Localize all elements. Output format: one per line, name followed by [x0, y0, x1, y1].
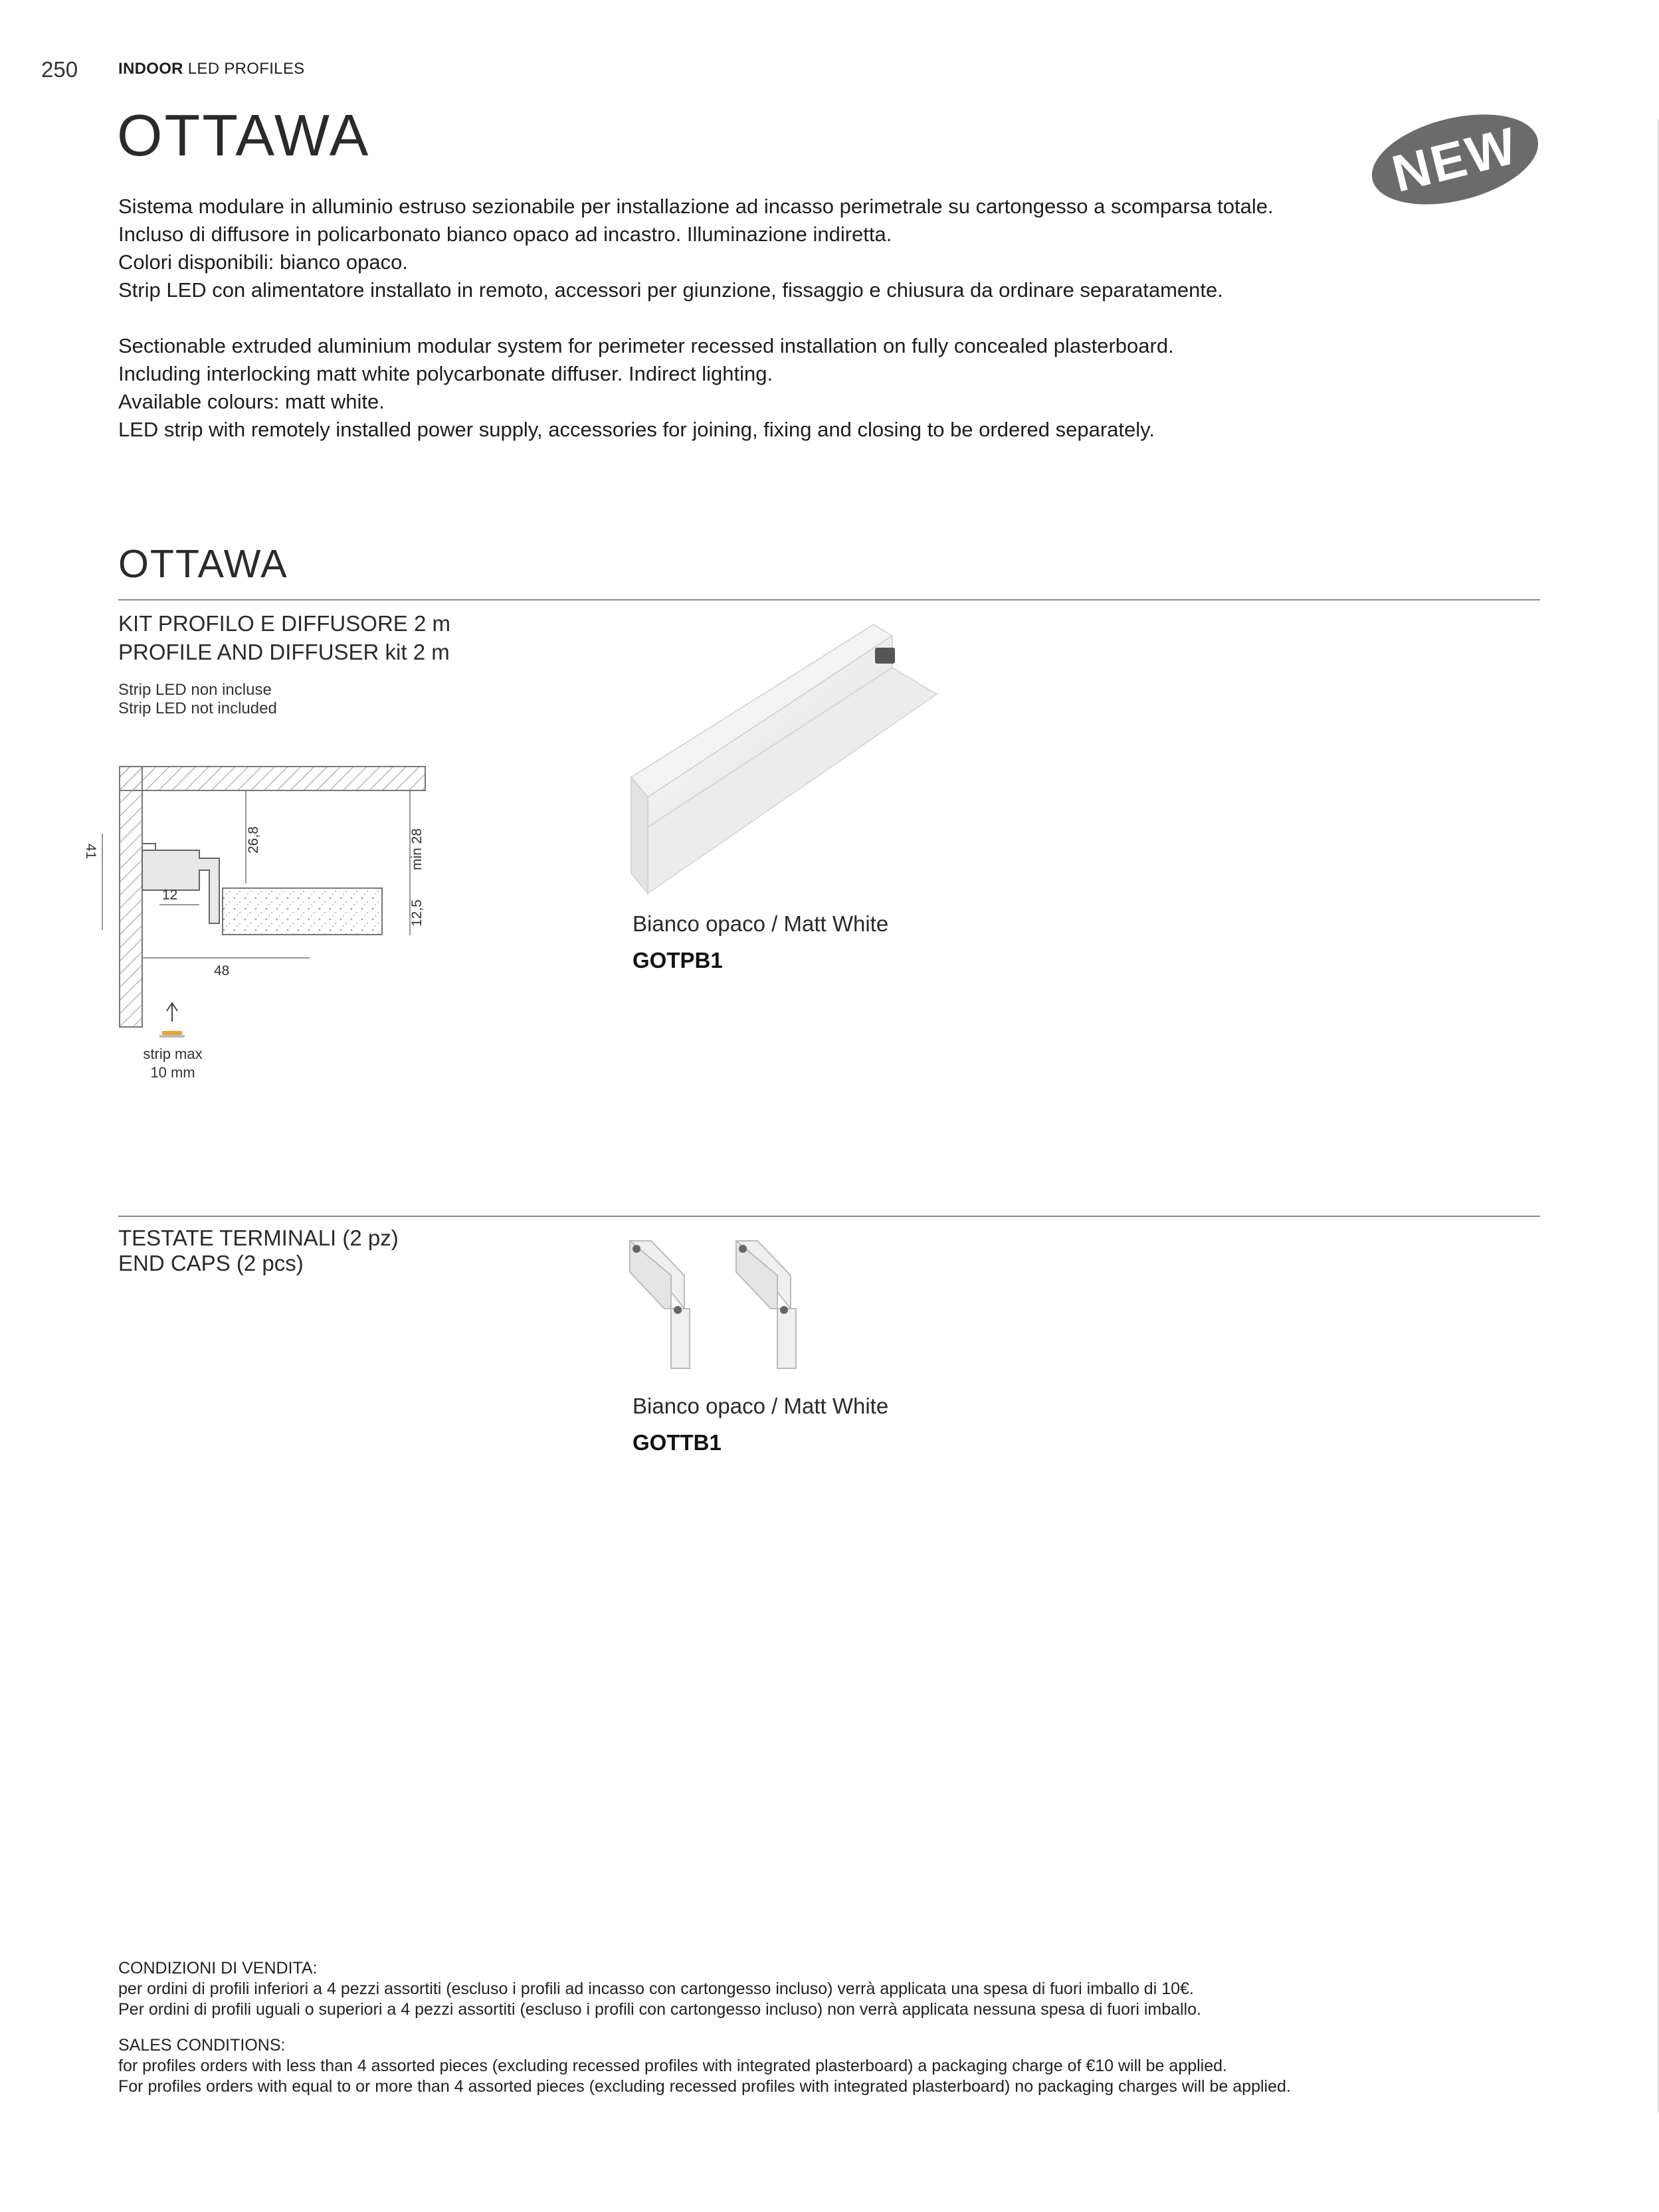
conditions-it-line: Per ordini di profili uguali o superiori a 4 pezzi assortiti (escluso i profili con cartongesso incluso) non verrà applicata nessuna spesa di fuori imballo.	[118, 2000, 1201, 2019]
section-category: INDOOR	[118, 60, 183, 78]
description-en-line: Including interlocking matt white polycarbonate diffuser. Indirect lighting.	[118, 362, 773, 385]
kit-product-code: GOTPB1	[633, 948, 723, 972]
dim-label-268: 26,8	[246, 826, 261, 854]
conditions-en-line: For profiles orders with equal to or more than 4 assorted pieces (excluding recessed profiles with integrated plasterboard) no packaging charges will be applied.	[118, 2077, 1291, 2096]
dim-label-min28: min 28	[409, 828, 425, 870]
description-it-line: Strip LED con alimentatore installato in remoto, accessori per giunzione, fissaggio e chiusura da ordinare separatamente.	[118, 278, 1223, 302]
kit-heading-en: PROFILE AND DIFFUSER kit 2 m	[118, 640, 450, 664]
endcaps-product-code: GOTTB1	[633, 1430, 722, 1455]
plasterboard	[223, 888, 382, 935]
led-strip-icon	[162, 1031, 182, 1035]
description-english	[118, 332, 1447, 444]
section-divider	[118, 1216, 1540, 1217]
strip-note	[126, 1045, 219, 1082]
ceiling-hatch	[120, 767, 425, 790]
kit-heading	[118, 609, 450, 666]
sales-conditions-english	[118, 2035, 1580, 2097]
description-en-line: LED strip with remotely installed power supply, accessories for joining, fixing and closing to be ordered separately.	[118, 418, 1155, 441]
kit-note-it: Strip LED non incluse	[118, 681, 272, 699]
strip-note-line1: strip max	[143, 1046, 203, 1062]
endcaps-product-image	[625, 1236, 824, 1375]
kit-note-en: Strip LED not included	[118, 699, 277, 717]
dim-label-48: 48	[214, 963, 230, 978]
dim-label-41: 41	[83, 844, 98, 860]
endcaps-variant: Bianco opaco / Matt White	[633, 1394, 889, 1418]
description-italian	[118, 193, 1447, 304]
profile-product-image	[628, 621, 947, 900]
kit-heading-it: KIT PROFILO E DIFFUSORE 2 m	[118, 611, 450, 636]
wall-hatch	[120, 767, 142, 1027]
description-it-line: Sistema modulare in alluminio estruso sezionabile per installazione ad incasso perimetrale su cartongesso a scomparsa totale.	[118, 195, 1274, 218]
description-en-line: Available colours: matt white.	[118, 390, 385, 413]
product-section-title: OTTAWA	[118, 542, 288, 586]
dim-label-125: 12,5	[409, 899, 425, 927]
led-strip-base	[159, 1035, 185, 1038]
endcap-left	[630, 1241, 690, 1368]
description-it-line: Colori disponibili: bianco opaco.	[118, 250, 408, 274]
dim-label-12: 12	[162, 887, 178, 903]
section-subcategory: LED PROFILES	[187, 60, 305, 78]
conditions-en-title: SALES CONDITIONS:	[118, 2036, 286, 2055]
strip-note-line2: 10 mm	[150, 1064, 195, 1081]
endcaps-heading-it: TESTATE TERMINALI (2 pz)	[118, 1226, 399, 1250]
endcaps-heading	[118, 1226, 399, 1276]
profile-lip	[142, 844, 155, 850]
conditions-it-title: CONDIZIONI DI VENDITA:	[118, 1959, 318, 1978]
conditions-en-line: for profiles orders with less than 4 assorted pieces (excluding recessed profiles with integrated plasterboard) a packaging charge of €10 will be applied.	[118, 2057, 1227, 2075]
kit-note	[118, 681, 277, 718]
section-breadcrumb	[118, 60, 304, 78]
endcaps-heading-en: END CAPS (2 pcs)	[118, 1251, 304, 1275]
page-number: 250	[41, 57, 78, 82]
profile-face-front	[631, 777, 648, 893]
aluminium-profile	[142, 850, 219, 923]
conditions-it-line: per ordini di profili inferiori a 4 pezzi assortiti (escluso i profili ad incasso con cartongesso incluso) verrà applicata una spesa di fuori imballo di 10€.	[118, 1980, 1194, 1998]
new-badge-label: NEW	[1386, 116, 1524, 203]
section-divider	[118, 599, 1540, 600]
page-title: OTTAWA	[117, 102, 371, 168]
kit-variant: Bianco opaco / Matt White	[633, 911, 889, 936]
profile-end-detail	[875, 648, 895, 664]
description-en-line: Sectionable extruded aluminium modular system for perimeter recessed installation on fully concealed plasterboard.	[118, 334, 1174, 357]
profile-section-drawing	[73, 757, 445, 1050]
endcap-right	[736, 1241, 796, 1368]
description-it-line: Incluso di diffusore in policarbonato bianco opaco ad incastro. Illuminazione indiretta.	[118, 223, 892, 246]
sales-conditions-italian	[118, 1958, 1580, 2020]
